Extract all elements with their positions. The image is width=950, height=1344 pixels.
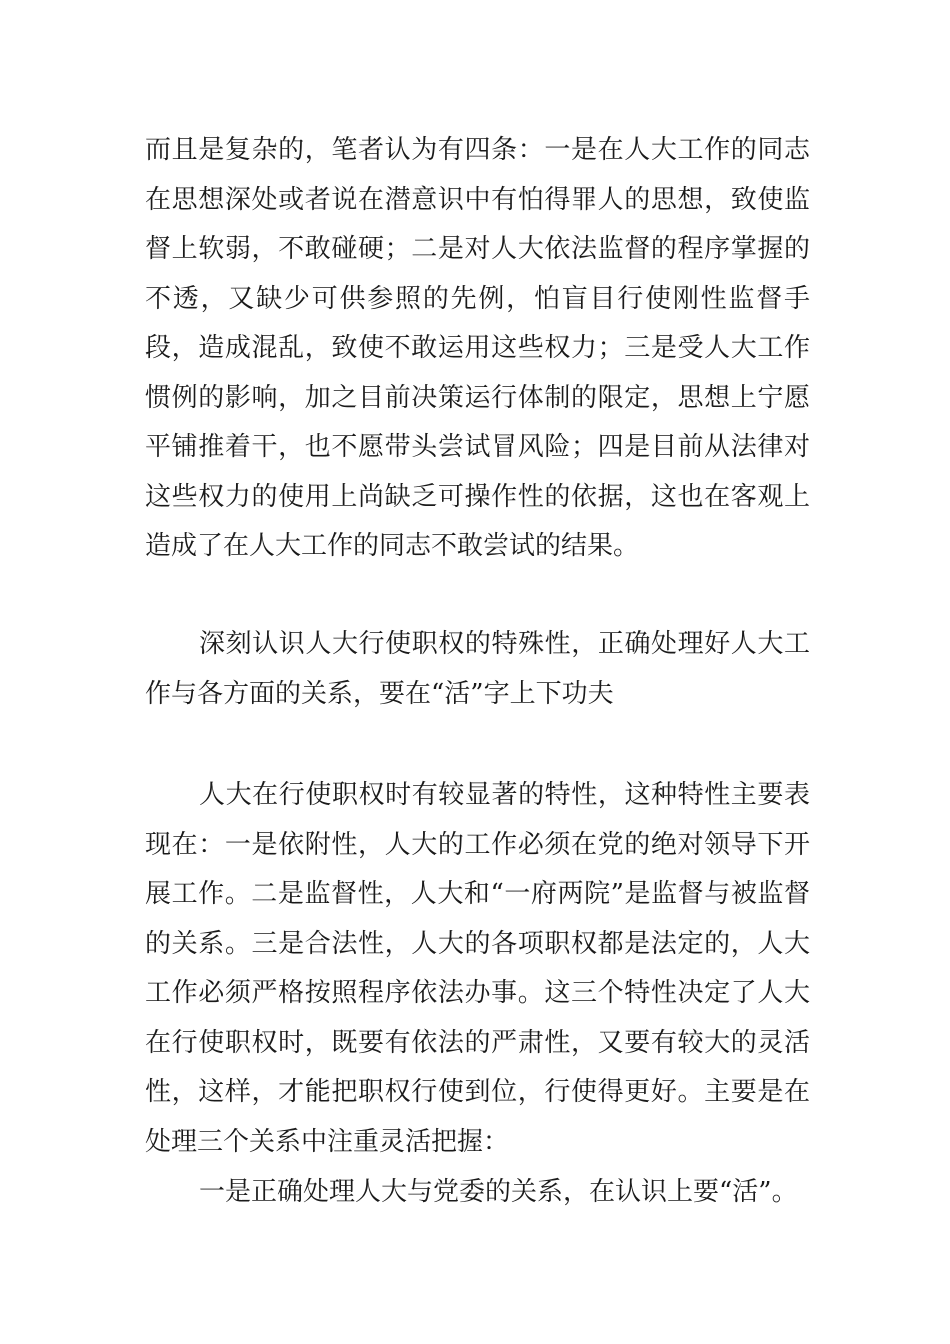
body-paragraph: 而且是复杂的，笔者认为有四条：一是在人大工作的同志在思想深处或者说在潜意识中有怕得罪人的思想，致使监督上软弱，不敢碰硬；二是对人大依法监督的程序掌握的不透，又缺少可供参照的先例，怕盲目行使刚性监督手段，造成混乱，致使不敢运用这些权力；三是受人大工作惯例的影响，加之目前决策运行体制的限定，思想上宁愿平铺推着干，也不愿带头尝试冒风险；四是目前从法律对这些权力的使用上尚缺乏可操作性的依据，这也在客观上造成了在人大工作的同志不敢尝试的结果。 (145, 135, 810, 561)
section-heading: 深刻认识人大行使职权的特殊性，正确处理好人大工作与各方面的关系，要在“活”字上下功夫 (145, 629, 810, 709)
body-paragraph: 一是正确处理人大与党委的关系，在认识上要“活”。 (199, 1177, 798, 1207)
body-paragraph: 人大在行使职权时有较显著的特性，这种特性主要表现在：一是依附性，人大的工作必须在党的绝对领导下开展工作。二是监督性，人大和“一府两院”是监督与被监督的关系。三是合法性，人大的各项职权都是法定的，人大工作必须严格按照程序依法办事。这三个特性决定了人大在行使职权时，既要有依法的严肃性，又要有较大的灵活性，这样，才能把职权行使到位，行使得更好。主要是在处理三个关系中注重灵活把握： (145, 780, 810, 1157)
